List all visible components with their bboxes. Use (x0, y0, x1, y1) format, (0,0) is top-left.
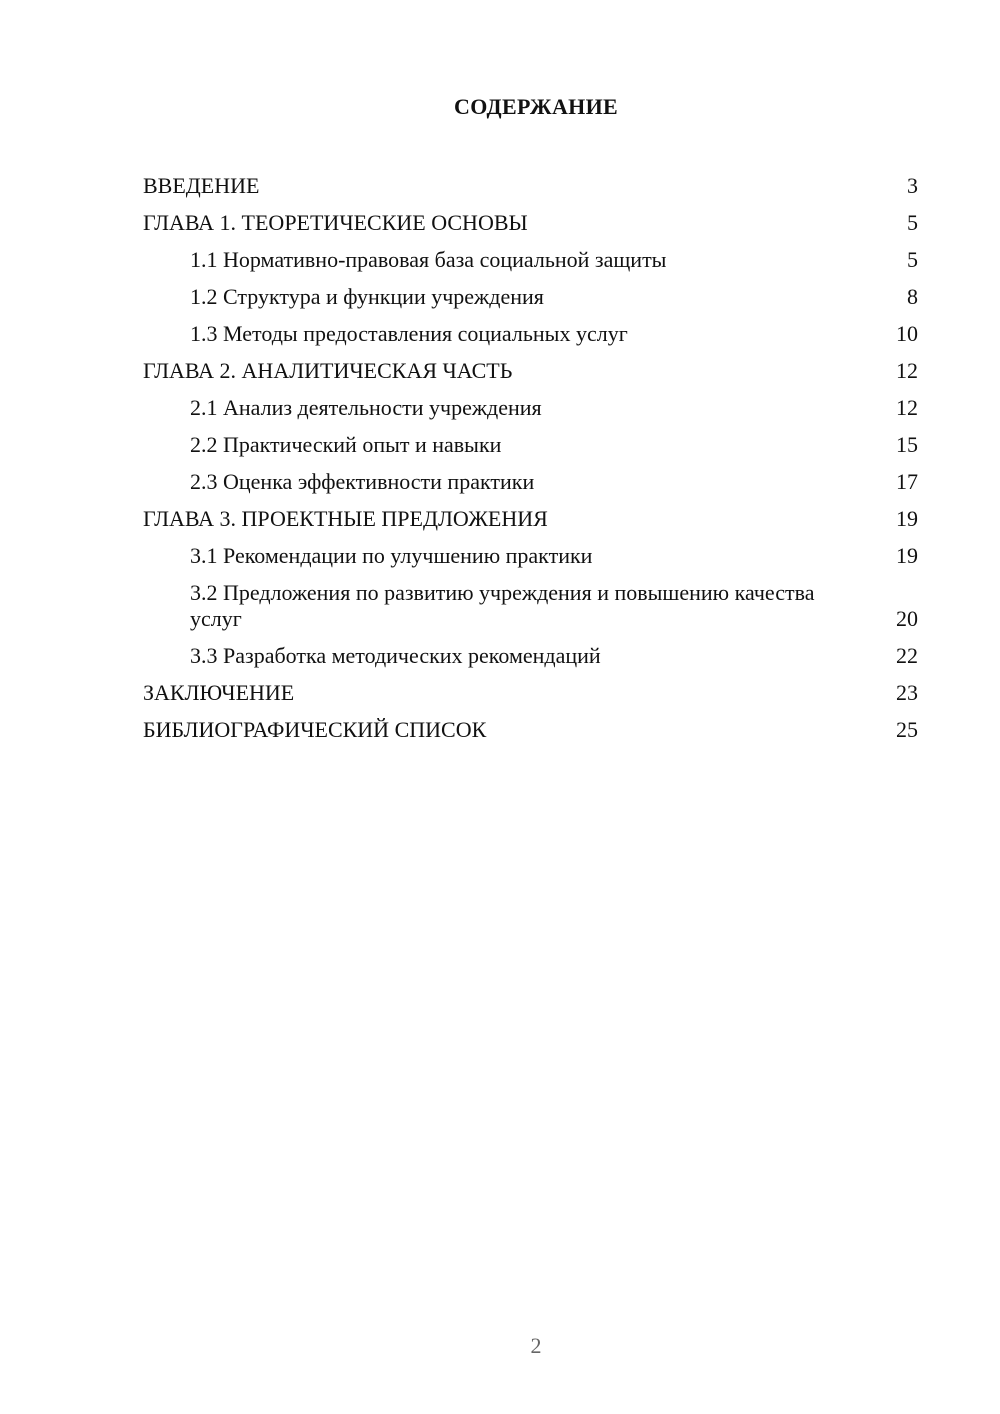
toc-entry-chapter-1[interactable] (143, 204, 918, 241)
toc-entry-page: 12 (896, 358, 918, 383)
toc-entry-label: 2.1 Анализ деятельности учреждения (190, 395, 542, 420)
toc-entry-label: 2.2 Практический опыт и навыки (190, 432, 502, 457)
toc-entry-section-3-1[interactable] (143, 537, 918, 574)
page-number: 2 (530, 1333, 542, 1358)
toc-entry-label: 1.3 Методы предоставления социальных услуг (190, 321, 628, 346)
toc-entry-page: 19 (896, 543, 918, 568)
toc-entry-section-3-2[interactable] (143, 574, 918, 637)
toc-entry-section-2-3[interactable] (143, 463, 918, 500)
toc-entry-page: 10 (896, 321, 918, 346)
toc-entry-section-2-1[interactable] (143, 389, 918, 426)
toc-entry-label: 3.2 Предложения по развитию учреждения и повышению качества услуг (190, 580, 815, 631)
toc-entry-page: 23 (896, 680, 918, 705)
toc-entry-page: 22 (896, 643, 918, 668)
toc-entry-page: 8 (907, 284, 918, 309)
toc-entry-section-3-3[interactable] (143, 637, 918, 674)
toc-entry-page: 5 (907, 247, 918, 272)
toc-title: СОДЕРЖАНИЕ (454, 94, 618, 119)
toc-entry-page: 3 (907, 173, 918, 198)
toc-entry-page: 20 (896, 606, 918, 631)
toc-entry-page: 12 (896, 395, 918, 420)
table-of-contents (143, 167, 918, 748)
toc-entry-label: 1.1 Нормативно-правовая база социальной защиты (190, 247, 667, 272)
toc-entry-section-1-2[interactable] (143, 278, 918, 315)
toc-entry-label: 3.3 Разработка методических рекомендаций (190, 643, 601, 668)
toc-entry-conclusion[interactable] (143, 674, 918, 711)
toc-entry-label: 3.1 Рекомендации по улучшению практики (190, 543, 593, 568)
toc-entry-label: ГЛАВА 1. ТЕОРЕТИЧЕСКИЕ ОСНОВЫ (143, 210, 528, 235)
toc-entry-label: БИБЛИОГРАФИЧЕСКИЙ СПИСОК (143, 717, 487, 742)
toc-entry-bibliography[interactable] (143, 711, 918, 748)
toc-entry-page: 5 (907, 210, 918, 235)
toc-entry-page: 17 (896, 469, 918, 494)
toc-entry-label: 2.3 Оценка эффективности практики (190, 469, 535, 494)
toc-entry-label: ЗАКЛЮЧЕНИЕ (143, 680, 295, 705)
toc-entry-introduction[interactable] (143, 167, 918, 204)
toc-entry-label: ГЛАВА 3. ПРОЕКТНЫЕ ПРЕДЛОЖЕНИЯ (143, 506, 548, 531)
toc-entry-page: 15 (896, 432, 918, 457)
toc-entry-page: 25 (896, 717, 918, 742)
toc-entry-chapter-3[interactable] (143, 500, 918, 537)
toc-entry-section-1-1[interactable] (143, 241, 918, 278)
toc-entry-label: ВВЕДЕНИЕ (143, 173, 260, 198)
toc-entry-section-2-2[interactable] (143, 426, 918, 463)
toc-entry-label: ГЛАВА 2. АНАЛИТИЧЕСКАЯ ЧАСТЬ (143, 358, 513, 383)
toc-entry-page: 19 (896, 506, 918, 531)
toc-entry-label: 1.2 Структура и функции учреждения (190, 284, 544, 309)
toc-entry-section-1-3[interactable] (143, 315, 918, 352)
toc-entry-chapter-2[interactable] (143, 352, 918, 389)
